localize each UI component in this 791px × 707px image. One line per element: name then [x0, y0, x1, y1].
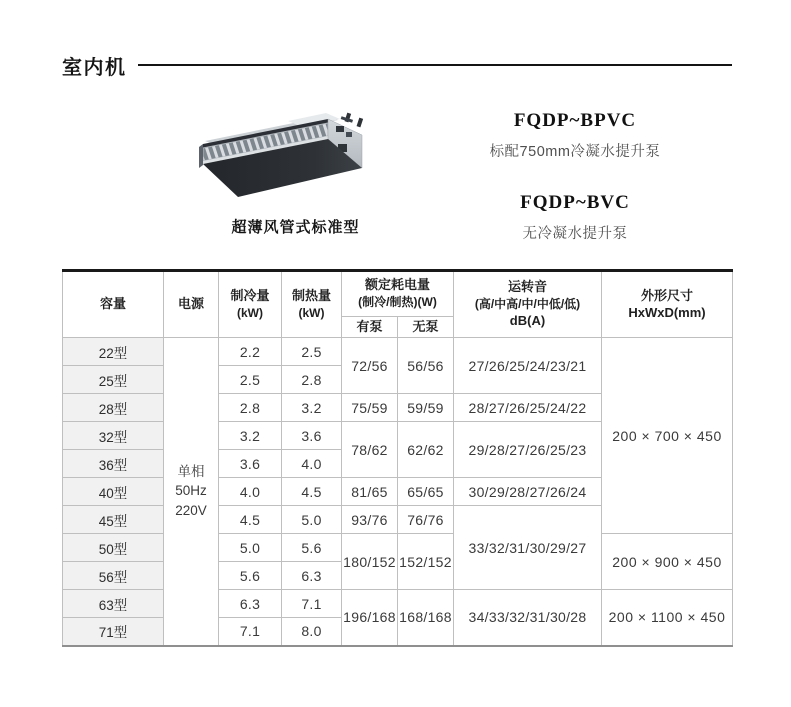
header-line: 制热量: [291, 287, 331, 303]
model-desc-bpvc: 标配750mm冷凝水提升泵: [489, 144, 661, 160]
heating-cell: 4.5: [282, 478, 342, 506]
header-line: (kW): [298, 305, 325, 320]
cooling-cell: 6.3: [219, 590, 282, 618]
cooling-cell: 3.2: [219, 422, 282, 450]
nopump-cell: 65/65: [398, 478, 454, 506]
col-header-capacity: [63, 271, 164, 338]
heating-cell: 5.0: [282, 506, 342, 534]
pump-cell: 78/62: [342, 422, 398, 478]
model-entry: [452, 192, 698, 243]
cooling-cell: 2.5: [219, 366, 282, 394]
col-subheader-nopump: [398, 317, 454, 338]
duct-unit-illustration: [178, 110, 423, 218]
nopump-cell: 59/59: [398, 394, 454, 422]
dims-cell: 200 × 900 × 450: [602, 534, 733, 590]
model-code-bvc: FQDP~BVC: [520, 192, 630, 213]
dims-cell: 200 × 700 × 450: [602, 338, 733, 534]
capacity-cell: 22型: [63, 338, 164, 366]
header-line: 制冷量: [230, 287, 270, 303]
header-line: HxWxD(mm): [628, 304, 706, 320]
header-line: 容量: [99, 296, 126, 312]
cooling-cell: 2.2: [219, 338, 282, 366]
cooling-cell: 3.6: [219, 450, 282, 478]
pump-cell: 75/59: [342, 394, 398, 422]
model-entry: [452, 110, 698, 161]
dims-cell: 200 × 1100 × 450: [602, 590, 733, 646]
cooling-cell: 5.6: [219, 562, 282, 590]
product-caption: 超薄风管式标准型: [231, 219, 360, 236]
heating-cell: 2.5: [282, 338, 342, 366]
spec-row: [63, 338, 733, 366]
capacity-cell: 71型: [63, 618, 164, 646]
cooling-cell: 4.5: [219, 506, 282, 534]
header-line: 外形尺寸: [640, 287, 693, 303]
header-line: 运转音: [507, 279, 547, 295]
cooling-cell: 5.0: [219, 534, 282, 562]
spec-row: [63, 590, 733, 618]
nopump-cell: 152/152: [398, 534, 454, 590]
capacity-cell: 45型: [63, 506, 164, 534]
noise-cell: 28/27/26/25/24/22: [454, 394, 602, 422]
col-header-consumption: [342, 271, 454, 317]
pump-cell: 196/168: [342, 590, 398, 646]
header-line: 电源: [177, 296, 204, 312]
nopump-cell: 76/76: [398, 506, 454, 534]
title-rule: [138, 64, 732, 66]
noise-cell: 29/28/27/26/25/23: [454, 422, 602, 478]
col-header-power: [164, 271, 219, 338]
pump-cell: 81/65: [342, 478, 398, 506]
capacity-cell: 32型: [63, 422, 164, 450]
heating-cell: 2.8: [282, 366, 342, 394]
col-header-heating: [282, 271, 342, 338]
power-supply-cell: 单相 50Hz 220V: [164, 338, 219, 646]
capacity-cell: 50型: [63, 534, 164, 562]
noise-cell: 27/26/25/24/23/21: [454, 338, 602, 394]
capacity-cell: 63型: [63, 590, 164, 618]
nopump-cell: 168/168: [398, 590, 454, 646]
heating-cell: 7.1: [282, 590, 342, 618]
pump-cell: 180/152: [342, 534, 398, 590]
header-line: (制冷/制热)(W): [358, 295, 437, 309]
page-title: 室内机: [62, 57, 127, 79]
noise-cell: 30/29/28/27/26/24: [454, 478, 602, 506]
noise-cell: 34/33/32/31/30/28: [454, 590, 602, 646]
heating-cell: 3.2: [282, 394, 342, 422]
header-line: 额定耗电量: [364, 277, 430, 293]
capacity-cell: 28型: [63, 394, 164, 422]
col-subheader-pump: [342, 317, 398, 338]
pump-cell: 72/56: [342, 338, 398, 394]
heating-cell: 5.6: [282, 534, 342, 562]
heating-cell: 6.3: [282, 562, 342, 590]
heating-cell: 8.0: [282, 618, 342, 646]
capacity-cell: 25型: [63, 366, 164, 394]
model-code-bpvc: FQDP~BPVC: [513, 110, 637, 131]
col-header-dims: [602, 271, 733, 338]
header-line: dB(A): [509, 312, 546, 328]
model-list: [452, 110, 698, 243]
capacity-cell: 40型: [63, 478, 164, 506]
header-line: 无泵: [412, 318, 439, 334]
pump-cell: 93/76: [342, 506, 398, 534]
capacity-cell: 36型: [63, 450, 164, 478]
model-desc-bvc: 无冷凝水提升泵: [522, 226, 628, 242]
heating-cell: 3.6: [282, 422, 342, 450]
capacity-cell: 56型: [63, 562, 164, 590]
spec-table: [62, 269, 733, 647]
col-header-noise: [454, 271, 602, 338]
cooling-cell: 2.8: [219, 394, 282, 422]
nopump-cell: 62/62: [398, 422, 454, 478]
header-line: (高/中高/中/中低/低): [474, 297, 581, 312]
header-line: (kW): [237, 305, 263, 320]
spec-row: [63, 534, 733, 562]
col-header-cooling: [219, 271, 282, 338]
nopump-cell: 56/56: [398, 338, 454, 394]
duct-unit-photo: [178, 110, 423, 218]
heating-cell: 4.0: [282, 450, 342, 478]
noise-cell: 33/32/31/30/29/27: [454, 506, 602, 590]
cooling-cell: 7.1: [219, 618, 282, 646]
cooling-cell: 4.0: [219, 478, 282, 506]
header-line: 有泵: [356, 318, 383, 334]
